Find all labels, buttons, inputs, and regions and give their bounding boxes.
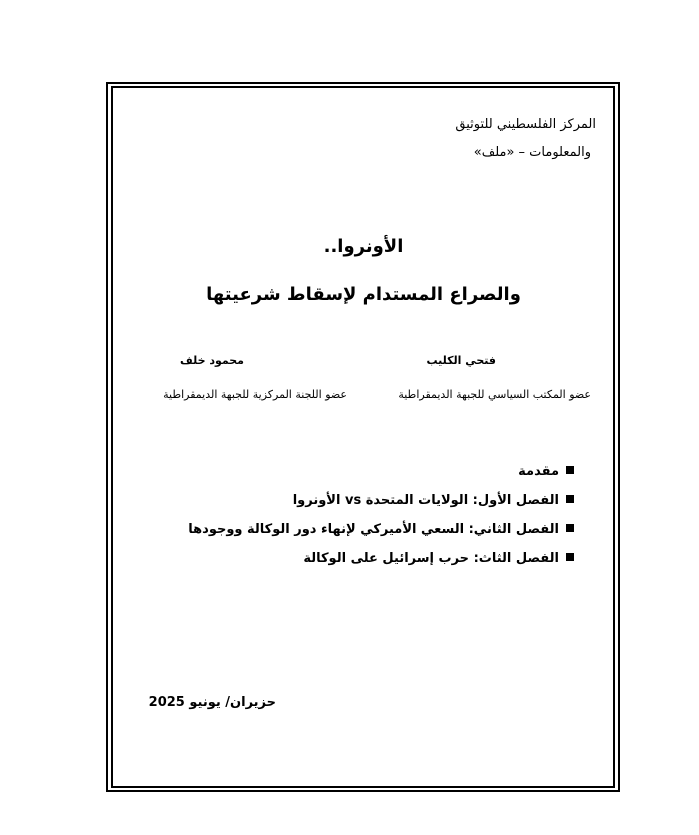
publisher-line-1: المركز الفلسطيني للتوثيق xyxy=(455,117,596,132)
page-border-inner xyxy=(111,86,615,788)
toc-item xyxy=(188,549,574,578)
document-title-line-2: والصراع المستدام لإسقاط شرعيتها xyxy=(206,284,521,305)
square-bullet-icon xyxy=(566,495,574,503)
author-1-role: عضو المكتب السياسي للجبهة الديمقراطية xyxy=(398,388,591,401)
toc-item-label: الفصل الأول: الولايات المتحدة vs الأونروا xyxy=(292,493,559,508)
toc-item-label: مقدمة xyxy=(518,464,559,479)
toc-item xyxy=(188,520,574,549)
document-title-line-1: الأونروا.. xyxy=(323,236,404,257)
square-bullet-icon xyxy=(566,466,574,474)
author-2-name: محمود خلف xyxy=(179,354,244,367)
toc-item-label: الفصل الثاني: السعي الأميركي لإنهاء دور الوكالة ووجودها xyxy=(188,522,559,537)
publisher-line-2: والمعلومات – «ملف» xyxy=(473,145,591,160)
square-bullet-icon xyxy=(566,553,574,561)
toc-item xyxy=(188,462,574,491)
publication-date: حزيران/ يونيو 2025 xyxy=(148,695,276,710)
author-2-role: عضو اللجنة المركزية للجبهة الديمقراطية xyxy=(163,388,347,401)
toc-item-label: الفصل الثاث: حرب إسرائيل على الوكالة xyxy=(303,551,559,566)
author-1-name: فتحي الكليب xyxy=(426,354,496,367)
table-of-contents xyxy=(188,462,574,578)
square-bullet-icon xyxy=(566,524,574,532)
toc-item xyxy=(188,491,574,520)
